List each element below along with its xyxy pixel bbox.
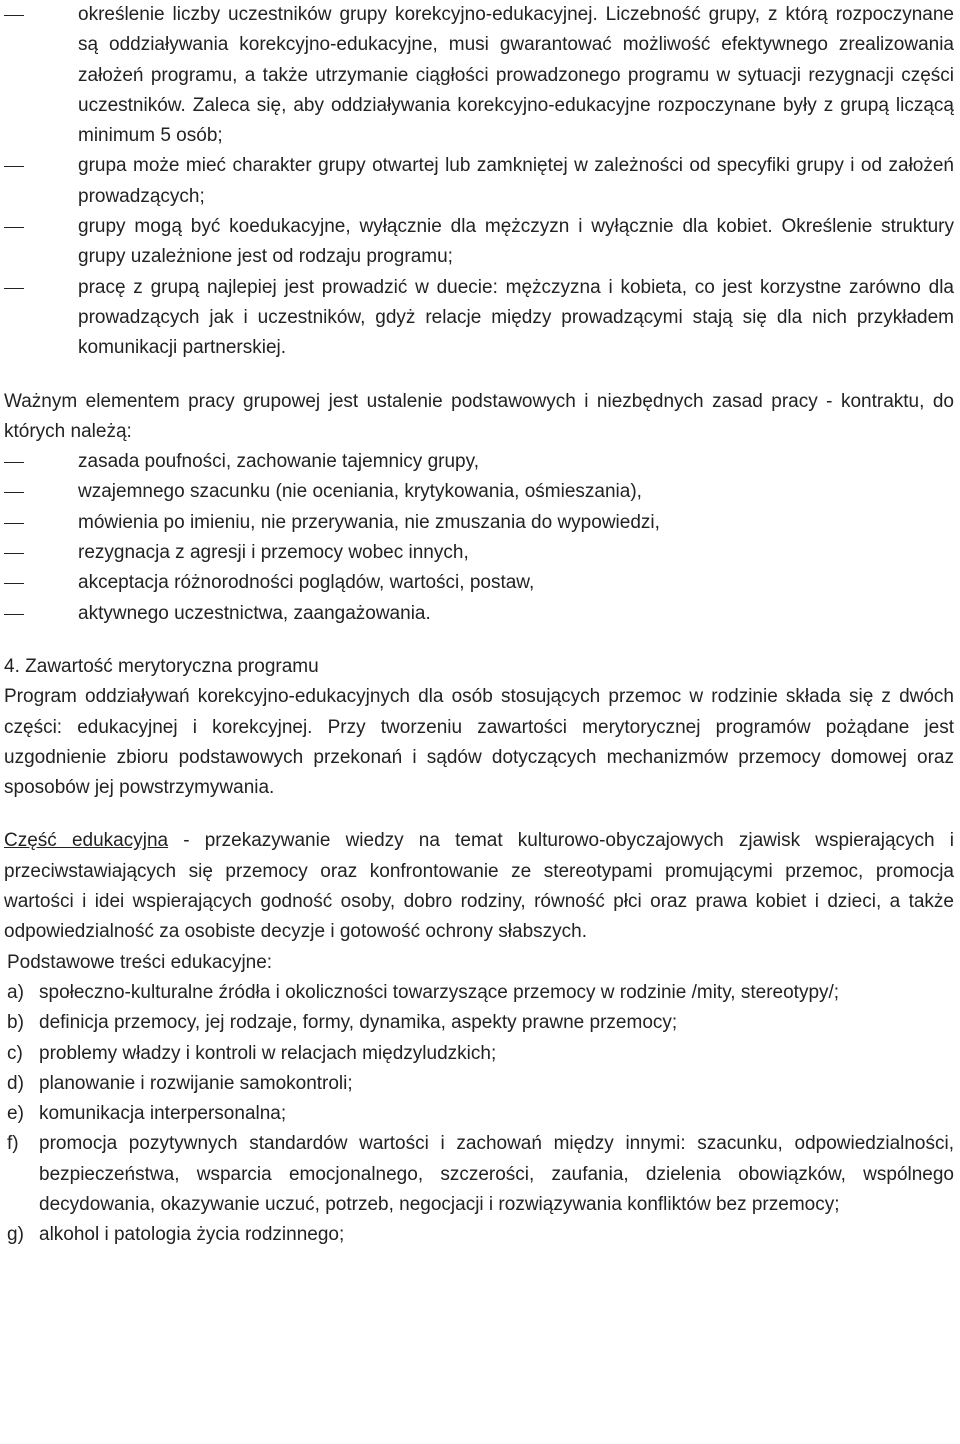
list-item: określenie liczby uczestników grupy korekcyjno-edukacyjnej. Liczebność grupy, z którą rozpoczynane są oddziaływania korekcyjno-edukacyjne, musi gwarantować możliwość efektywnego zrealizowania założeń programu, a także utrzymanie ciągłości prowadzonego programu w sytuacji rezygnacji części uczestników. Zaleca się, aby oddziaływania korekcyjno-edukacyjne rozpoczynane były z grupą liczącą minimum 5 osób; bbox=[0, 0, 960, 151]
list-item: a) społeczno-kulturalne źródła i okoliczności towarzyszące przemocy w rodzinie /mity, stereotypy/; bbox=[0, 978, 960, 1008]
list-item: b) definicja przemocy, jej rodzaje, formy, dynamika, aspekty prawne przemocy; bbox=[0, 1008, 960, 1038]
education-contents-heading: Podstawowe treści edukacyjne: bbox=[7, 951, 273, 973]
list-item: zasada poufności, zachowanie tajemnicy grupy, bbox=[0, 447, 960, 477]
list-item: c) problemy władzy i kontroli w relacjach międzyludzkich; bbox=[0, 1039, 960, 1069]
list-item: grupy mogą być koedukacyjne, wyłącznie dla mężczyzn i wyłącznie dla kobiet. Określenie struktury grupy uzależnione jest od rodzaju programu; bbox=[0, 212, 960, 273]
list-item: grupa może mieć charakter grupy otwartej lub zamkniętej w zależności od specyfiki grupy i od założeń prowadzących; bbox=[0, 151, 960, 212]
spacer bbox=[0, 629, 960, 652]
spacer bbox=[0, 803, 960, 826]
list-item: mówienia po imieniu, nie przerywania, nie zmuszania do wypowiedzi, bbox=[0, 508, 960, 538]
contract-intro: Ważnym elementem pracy grupowej jest ustalenie podstawowych i niezbędnych zasad pracy - kontraktu, do których należą: bbox=[4, 390, 954, 442]
list-marker: a) bbox=[7, 981, 24, 1003]
list-item: e) komunikacja interpersonalna; bbox=[0, 1099, 960, 1129]
list-marker: c) bbox=[7, 1042, 23, 1064]
dash-bullet-icon bbox=[4, 288, 24, 289]
list-item: wzajemnego szacunku (nie oceniania, krytykowania, ośmieszania), bbox=[0, 477, 960, 507]
list-marker: e) bbox=[7, 1103, 24, 1125]
list-item: g) alkohol i patologia życia rodzinnego; bbox=[0, 1220, 960, 1250]
section-paragraph: Program oddziaływań korekcyjno-edukacyjnych dla osób stosujących przemoc w rodzinie składa się z dwóch części: edukacyjnej i korekcyjnej. Przy tworzeniu zawartości merytorycznej programów pożądane jest uzgodnienie zbioru podstawowych przekonań i sądów dotyczących mechanizmów przemocy domowej oraz sposobów jej powstrzymywania. bbox=[4, 686, 954, 799]
list-item: rezygnacja z agresji i przemocy wobec innych, bbox=[0, 538, 960, 568]
dash-bullet-icon bbox=[4, 553, 24, 554]
dash-bullet-icon bbox=[4, 227, 24, 228]
list-item: d) planowanie i rozwijanie samokontroli; bbox=[0, 1069, 960, 1099]
education-contents-list bbox=[0, 978, 960, 1251]
spacer bbox=[0, 364, 960, 387]
list-marker: d) bbox=[7, 1072, 24, 1094]
section-title: Zawartość merytoryczna programu bbox=[25, 655, 319, 677]
section-heading bbox=[0, 652, 960, 682]
list-item: aktywnego uczestnictwa, zaangażowania. bbox=[0, 599, 960, 629]
dash-bullet-icon bbox=[4, 583, 24, 584]
education-label: Część edukacyjna bbox=[4, 830, 169, 852]
education-text: - przekazywanie wiedzy na temat kulturowo-obyczajowych zjawisk wspierających i przeciwstawiających się przemocy oraz konfrontowanie ze stereotypami promującymi przemoc, promocja wartości i idei wspierających godność osoby, dobro rodziny, równość płci oraz prawa kobiet i dzieci, a także odpowiedzialność za osobiste decyzje i gotowość ochrony słabszych. bbox=[4, 830, 954, 943]
dash-bullet-icon bbox=[4, 15, 24, 16]
dash-bullet-icon bbox=[4, 492, 24, 493]
dash-bullet-icon bbox=[4, 166, 24, 167]
list-marker: f) bbox=[7, 1133, 19, 1155]
list-marker: g) bbox=[7, 1224, 24, 1246]
education-paragraph bbox=[0, 826, 960, 947]
dash-bullet-icon bbox=[4, 523, 24, 524]
dash-bullet-icon bbox=[4, 614, 24, 615]
list-marker: b) bbox=[7, 1012, 24, 1034]
contract-rules-list bbox=[0, 447, 960, 629]
group-rules-list bbox=[0, 0, 960, 364]
dash-bullet-icon bbox=[4, 462, 24, 463]
section-number: 4. bbox=[4, 655, 20, 677]
list-item: pracę z grupą najlepiej jest prowadzić w duecie: mężczyzna i kobieta, co jest korzystne zarówno dla prowadzących jak i uczestników, gdyż relacje między prowadzącymi stają się dla nich przykładem komunikacji partnerskiej. bbox=[0, 273, 960, 364]
list-item: f) promocja pozytywnych standardów wartości i zachowań między innymi: szacunku, odpowiedzialności, bezpieczeństwa, wsparcia emocjonalnego, szczerości, zaufania, dzielenia obowiązków, wspólnego decydowania, okazywanie uczuć, potrzeb, negocjacji i rozwiązywania konfliktów bez przemocy; bbox=[0, 1129, 960, 1220]
list-item: akceptacja różnorodności poglądów, wartości, postaw, bbox=[0, 568, 960, 598]
